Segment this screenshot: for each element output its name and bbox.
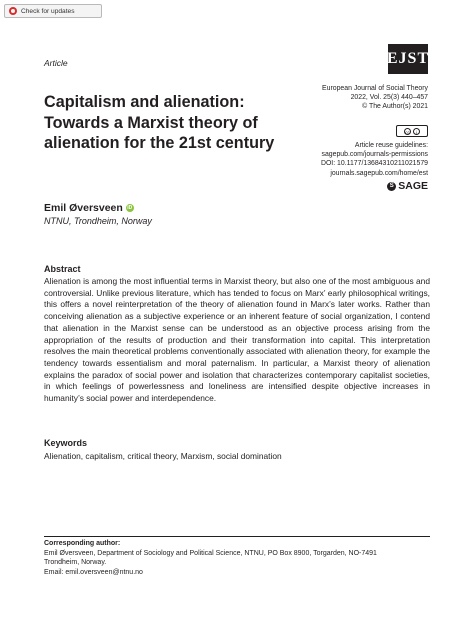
journal-url[interactable]: journals.sagepub.com/home/est xyxy=(330,169,428,177)
journal-name: European Journal of Social Theory xyxy=(322,85,428,92)
journal-volume: 2022, Vol. 25(3) 440–457 xyxy=(350,94,428,102)
reuse-guidelines-label: Article reuse guidelines: xyxy=(354,142,428,149)
corresponding-author-email[interactable]: Email: emil.oversveen@ntnu.no xyxy=(44,568,143,576)
doi[interactable]: DOI: 10.1177/13684310211021579 xyxy=(320,160,428,168)
author-name: Emil Øversveen xyxy=(44,202,123,214)
article-title: Capitalism and alienation: Towards a Marxist theory of alienation for the 21st century xyxy=(44,93,275,152)
abstract-text: Alienation is among the most influential terms in Marxist theory, but also one of the most ambiguous and controversial. Unlike previous literature, which has tended to focus on Marx’ early philosophical writings, this offers a novel reinterpretation of the theory of alienation found in Marx’s later works. Rather than conceiving alienation as a subjective experience or an inherent feature of social organization, I contend that alienation in the Marxist sense can be understood as an objective process arising from the appropriation of the results of production and their transformation into capital. This interpretation resolves the main theoretical problems conventionally associated with alienation theory, for example the tendency towards essentialism and moral paternalism. In particular, a Marxist theory of alienation explains the paradox of social power and isolation that characterizes contemporary capitalist societies, in which feelings of powerlessness and loneliness are intensified despite objective increases in humanity’s social power and interdependence. xyxy=(44,276,430,404)
author-affiliation: NTNU, Trondheim, Norway xyxy=(44,216,152,226)
update-icon xyxy=(9,7,17,15)
creative-commons-icon xyxy=(396,125,428,137)
keywords-heading: Keywords xyxy=(44,438,88,448)
check-for-updates-label: Check for updates xyxy=(21,7,75,15)
reuse-info xyxy=(248,141,428,178)
publisher-name: SAGE xyxy=(398,180,428,192)
sage-logo-icon: S xyxy=(387,182,396,191)
by-symbol: i xyxy=(413,128,420,135)
permissions-link[interactable]: sagepub.com/journals-permissions xyxy=(321,151,428,159)
orcid-icon[interactable]: iD xyxy=(127,205,133,211)
corresponding-author-line2: Trondheim, Norway. xyxy=(44,559,107,567)
corresponding-author-heading: Corresponding author: xyxy=(44,540,121,547)
footnote-divider xyxy=(44,536,430,537)
copyright: © The Author(s) 2021 xyxy=(362,103,428,111)
author xyxy=(44,202,134,214)
publisher-logo xyxy=(387,180,428,192)
abstract-heading: Abstract xyxy=(44,264,81,274)
journal-logo: EJST xyxy=(388,44,428,74)
article-type-label: Article xyxy=(44,58,68,68)
cc-symbol: cc xyxy=(405,129,410,135)
corresponding-author-line1: Emil Øversveen, Department of Sociology and Political Science, NTNU, PO Box 8900, Torgarden, NO-7491 xyxy=(44,550,377,557)
corresponding-author-details xyxy=(44,549,444,577)
check-for-updates-button[interactable] xyxy=(4,4,102,18)
journal-meta xyxy=(258,84,428,112)
keywords-text: Alienation, capitalism, critical theory, Marxism, social domination xyxy=(44,451,282,461)
